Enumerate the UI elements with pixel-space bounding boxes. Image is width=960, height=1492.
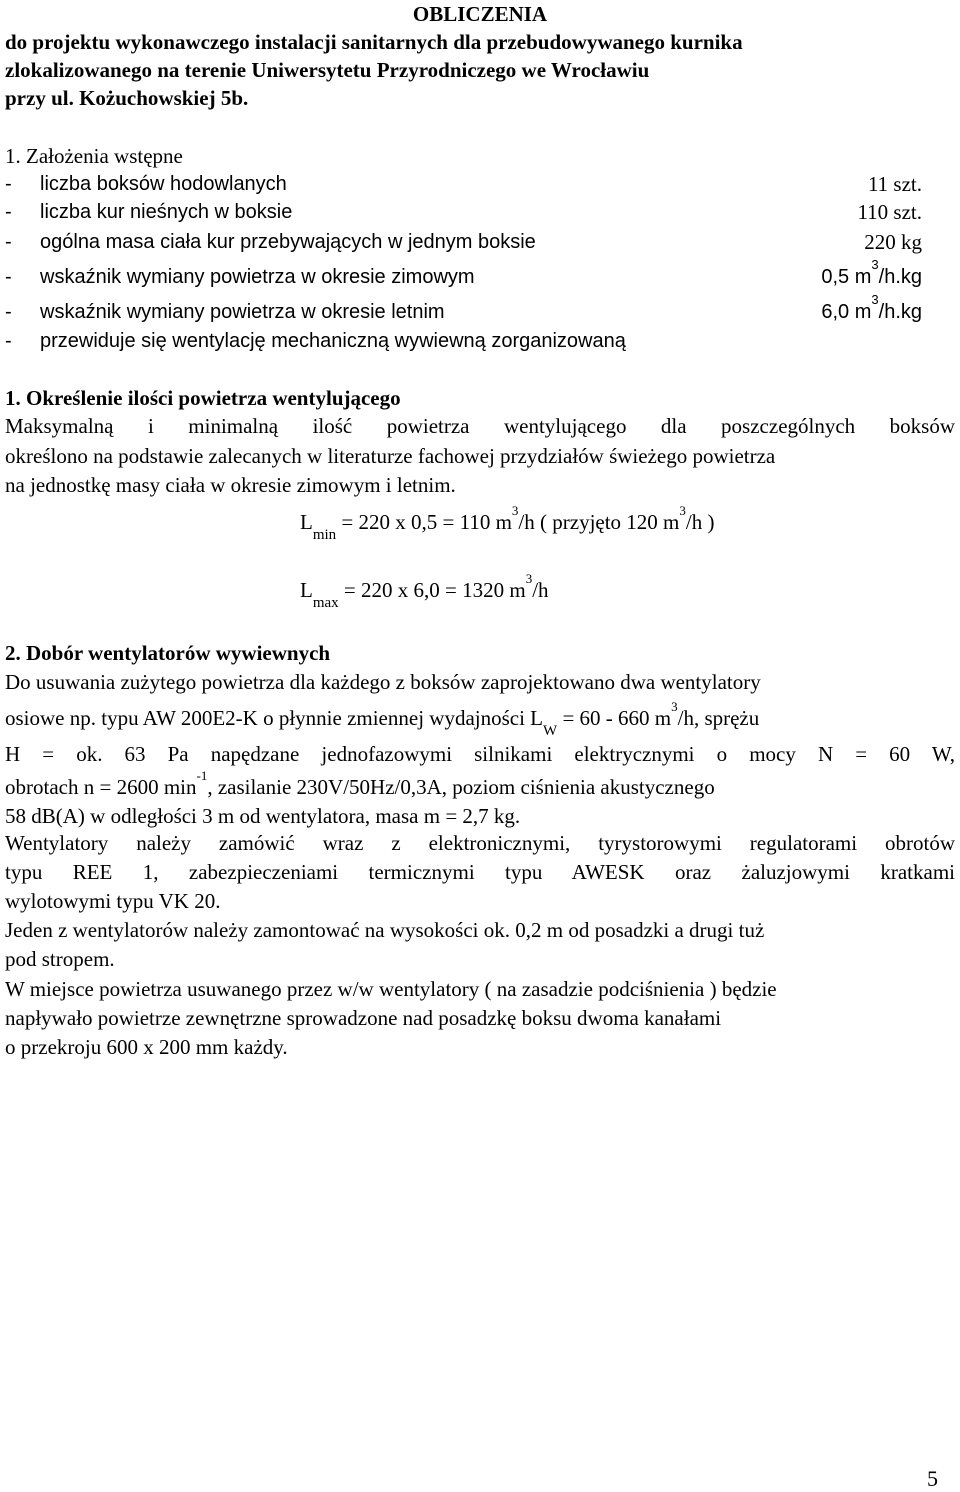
paragraph-line: o przekroju 600 x 200 mm każdy. bbox=[5, 1035, 288, 1059]
list-item-label: wskaźnik wymiany powietrza w okresie zimowym bbox=[40, 266, 475, 288]
list-item-value: 110 szt. bbox=[857, 200, 922, 224]
list-item bbox=[5, 257, 922, 291]
formula-l-max: $L_{max} = 220$ x 6,0 = 1320 $m^3/h$ bbox=[300, 571, 549, 611]
list-item bbox=[5, 228, 922, 256]
list-item bbox=[5, 198, 922, 226]
paragraph-line: osiowe np. typu AW 200E2-K o płynnie zmiennej wydajności $L_W = 60 - 660$ $m^3/h$, sprężu bbox=[5, 699, 760, 739]
list-item-value: 0,5 $m^3/h.kg$ bbox=[821, 257, 922, 288]
list-bullet: - bbox=[5, 266, 12, 288]
paragraph-line: na jednostkę masy ciała w okresie zimowym i letnim. bbox=[5, 473, 456, 497]
paragraph-line: W miejsce powietrza usuwanego przez w/w wentylatory ( na zasadzie podciśnienia ) będzie bbox=[5, 977, 777, 1001]
paragraph-line: Maksymalną i minimalną ilość powietrza wentylującego dla poszczególnych boksów bbox=[5, 414, 955, 438]
paragraph-line: Do usuwania zużytego powietrza dla każdego z boksów zaprojektowano dwa wentylatory bbox=[5, 670, 761, 694]
doc-subtitle-line-3: przy ul. Kożuchowskiej 5b. bbox=[5, 86, 249, 110]
list-item-label: liczba kur nieśnych w boksie bbox=[40, 201, 293, 223]
formula-l-min: $L_{min} = 220$ x 0,5 = 110 $m^3/h$ ( przyjęto 120 $m^3/h$ ) bbox=[300, 503, 715, 543]
list-item bbox=[5, 327, 922, 355]
list-bullet: - bbox=[5, 330, 12, 352]
list-bullet: - bbox=[5, 173, 12, 195]
section-heading-assumptions: 1. Założenia wstępne bbox=[5, 144, 183, 168]
paragraph-line: pod stropem. bbox=[5, 947, 115, 971]
paragraph-line: napływało powietrze zewnętrzne sprowadzone nad posadzkę boksu dwoma kanałami bbox=[5, 1006, 722, 1030]
list-item-value: 6,0 $m^3/h.kg$ bbox=[821, 292, 922, 323]
paragraph-line: H = ok. 63 Pa napędzane jednofazowymi silnikami elektrycznymi o mocy N = 60 W, bbox=[5, 742, 955, 766]
paragraph-line: Wentylatory należy zamówić wraz z elektronicznymi, tyrystorowymi regulatorami obrotów bbox=[5, 831, 955, 855]
paragraph-line: wylotowymi typu VK 20. bbox=[5, 889, 221, 913]
list-item-label: liczba boksów hodowlanych bbox=[40, 173, 287, 195]
paragraph-line: typu REE 1, zabezpieczeniami termicznymi typu AWESK oraz żaluzjowymi kratkami bbox=[5, 860, 955, 884]
list-item-value: 11 szt. bbox=[867, 172, 922, 196]
paragraph-line: 58 dB(A) w odległości 3 m od wentylatora, masa m = 2,7 kg. bbox=[5, 804, 521, 828]
page-number: 5 bbox=[927, 1466, 938, 1491]
list-bullet: - bbox=[5, 201, 12, 223]
doc-title: OBLICZENIA bbox=[412, 2, 548, 26]
list-item-value: 220 kg bbox=[864, 230, 922, 254]
list-item-label: ogólna masa ciała kur przebywających w jednym boksie bbox=[40, 231, 536, 253]
paragraph-line: obrotach n = 2600 $\min^{-1}$, zasilanie 230V/50Hz/0,3A, poziom ciśnienia akustycznego bbox=[5, 768, 715, 799]
list-bullet: - bbox=[5, 231, 12, 253]
list-item-label: wskaźnik wymiany powietrza w okresie letnim bbox=[40, 301, 445, 323]
list-item bbox=[5, 170, 922, 198]
doc-subtitle-line-1: do projektu wykonawczego instalacji sanitarnych dla przebudowywanego kurnika bbox=[5, 30, 743, 54]
doc-subtitle-line-2: zlokalizowanego na terenie Uniwersytetu Przyrodniczego we Wrocławiu bbox=[5, 58, 650, 82]
list-bullet: - bbox=[5, 301, 12, 323]
section-heading-air-quantity: 1. Określenie ilości powietrza wentylującego bbox=[5, 386, 401, 410]
section-heading-fans: 2. Dobór wentylatorów wywiewnych bbox=[5, 641, 331, 665]
paragraph-line: Jeden z wentylatorów należy zamontować na wysokości ok. 0,2 m od posadzki a drugi tuż bbox=[5, 918, 765, 942]
list-item-label: przewiduje się wentylację mechaniczną wywiewną zorganizowaną bbox=[40, 330, 626, 352]
paragraph-line: określono na podstawie zalecanych w literaturze fachowej przydziałów świeżego powietrza bbox=[5, 444, 776, 468]
list-item bbox=[5, 292, 922, 326]
